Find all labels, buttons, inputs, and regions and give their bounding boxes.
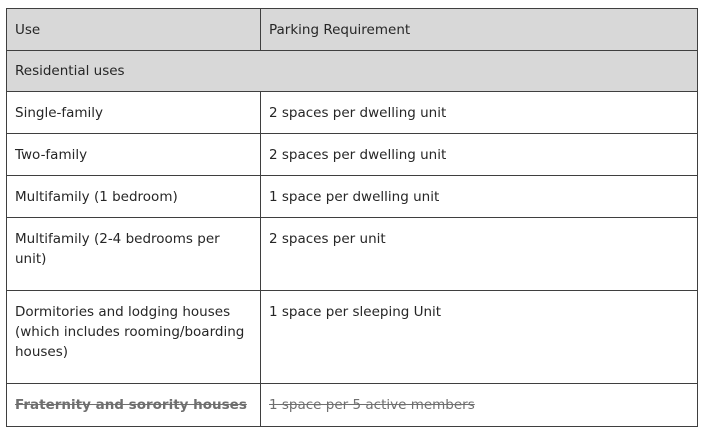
table-row [7,92,698,134]
table-header-row [7,9,698,51]
table-row [7,218,698,291]
parking-requirements-table [6,8,698,427]
table-row [7,134,698,176]
table-row [7,176,698,218]
row-parking: 2 spaces per unit [261,218,698,291]
row-use: Dormitories and lodging houses (which includes rooming/boarding houses) [7,291,261,384]
row-use-struck: Fraternity and sorority houses [7,384,261,427]
table-row [7,291,698,384]
table-row-struck [7,384,698,427]
section-row-residential [7,51,698,92]
row-parking: 2 spaces per dwelling unit [261,92,698,134]
row-use: Two-family [7,134,261,176]
row-parking-struck: 1 space per 5 active members [261,384,698,427]
header-use: Use [7,9,261,51]
row-use: Single-family [7,92,261,134]
row-use: Multifamily (1 bedroom) [7,176,261,218]
row-parking: 2 spaces per dwelling unit [261,134,698,176]
row-parking: 1 space per dwelling unit [261,176,698,218]
row-parking: 1 space per sleeping Unit [261,291,698,384]
header-parking-requirement: Parking Requirement [261,9,698,51]
row-use: Multifamily (2-4 bedrooms per unit) [7,218,261,291]
section-label: Residential uses [7,51,698,92]
